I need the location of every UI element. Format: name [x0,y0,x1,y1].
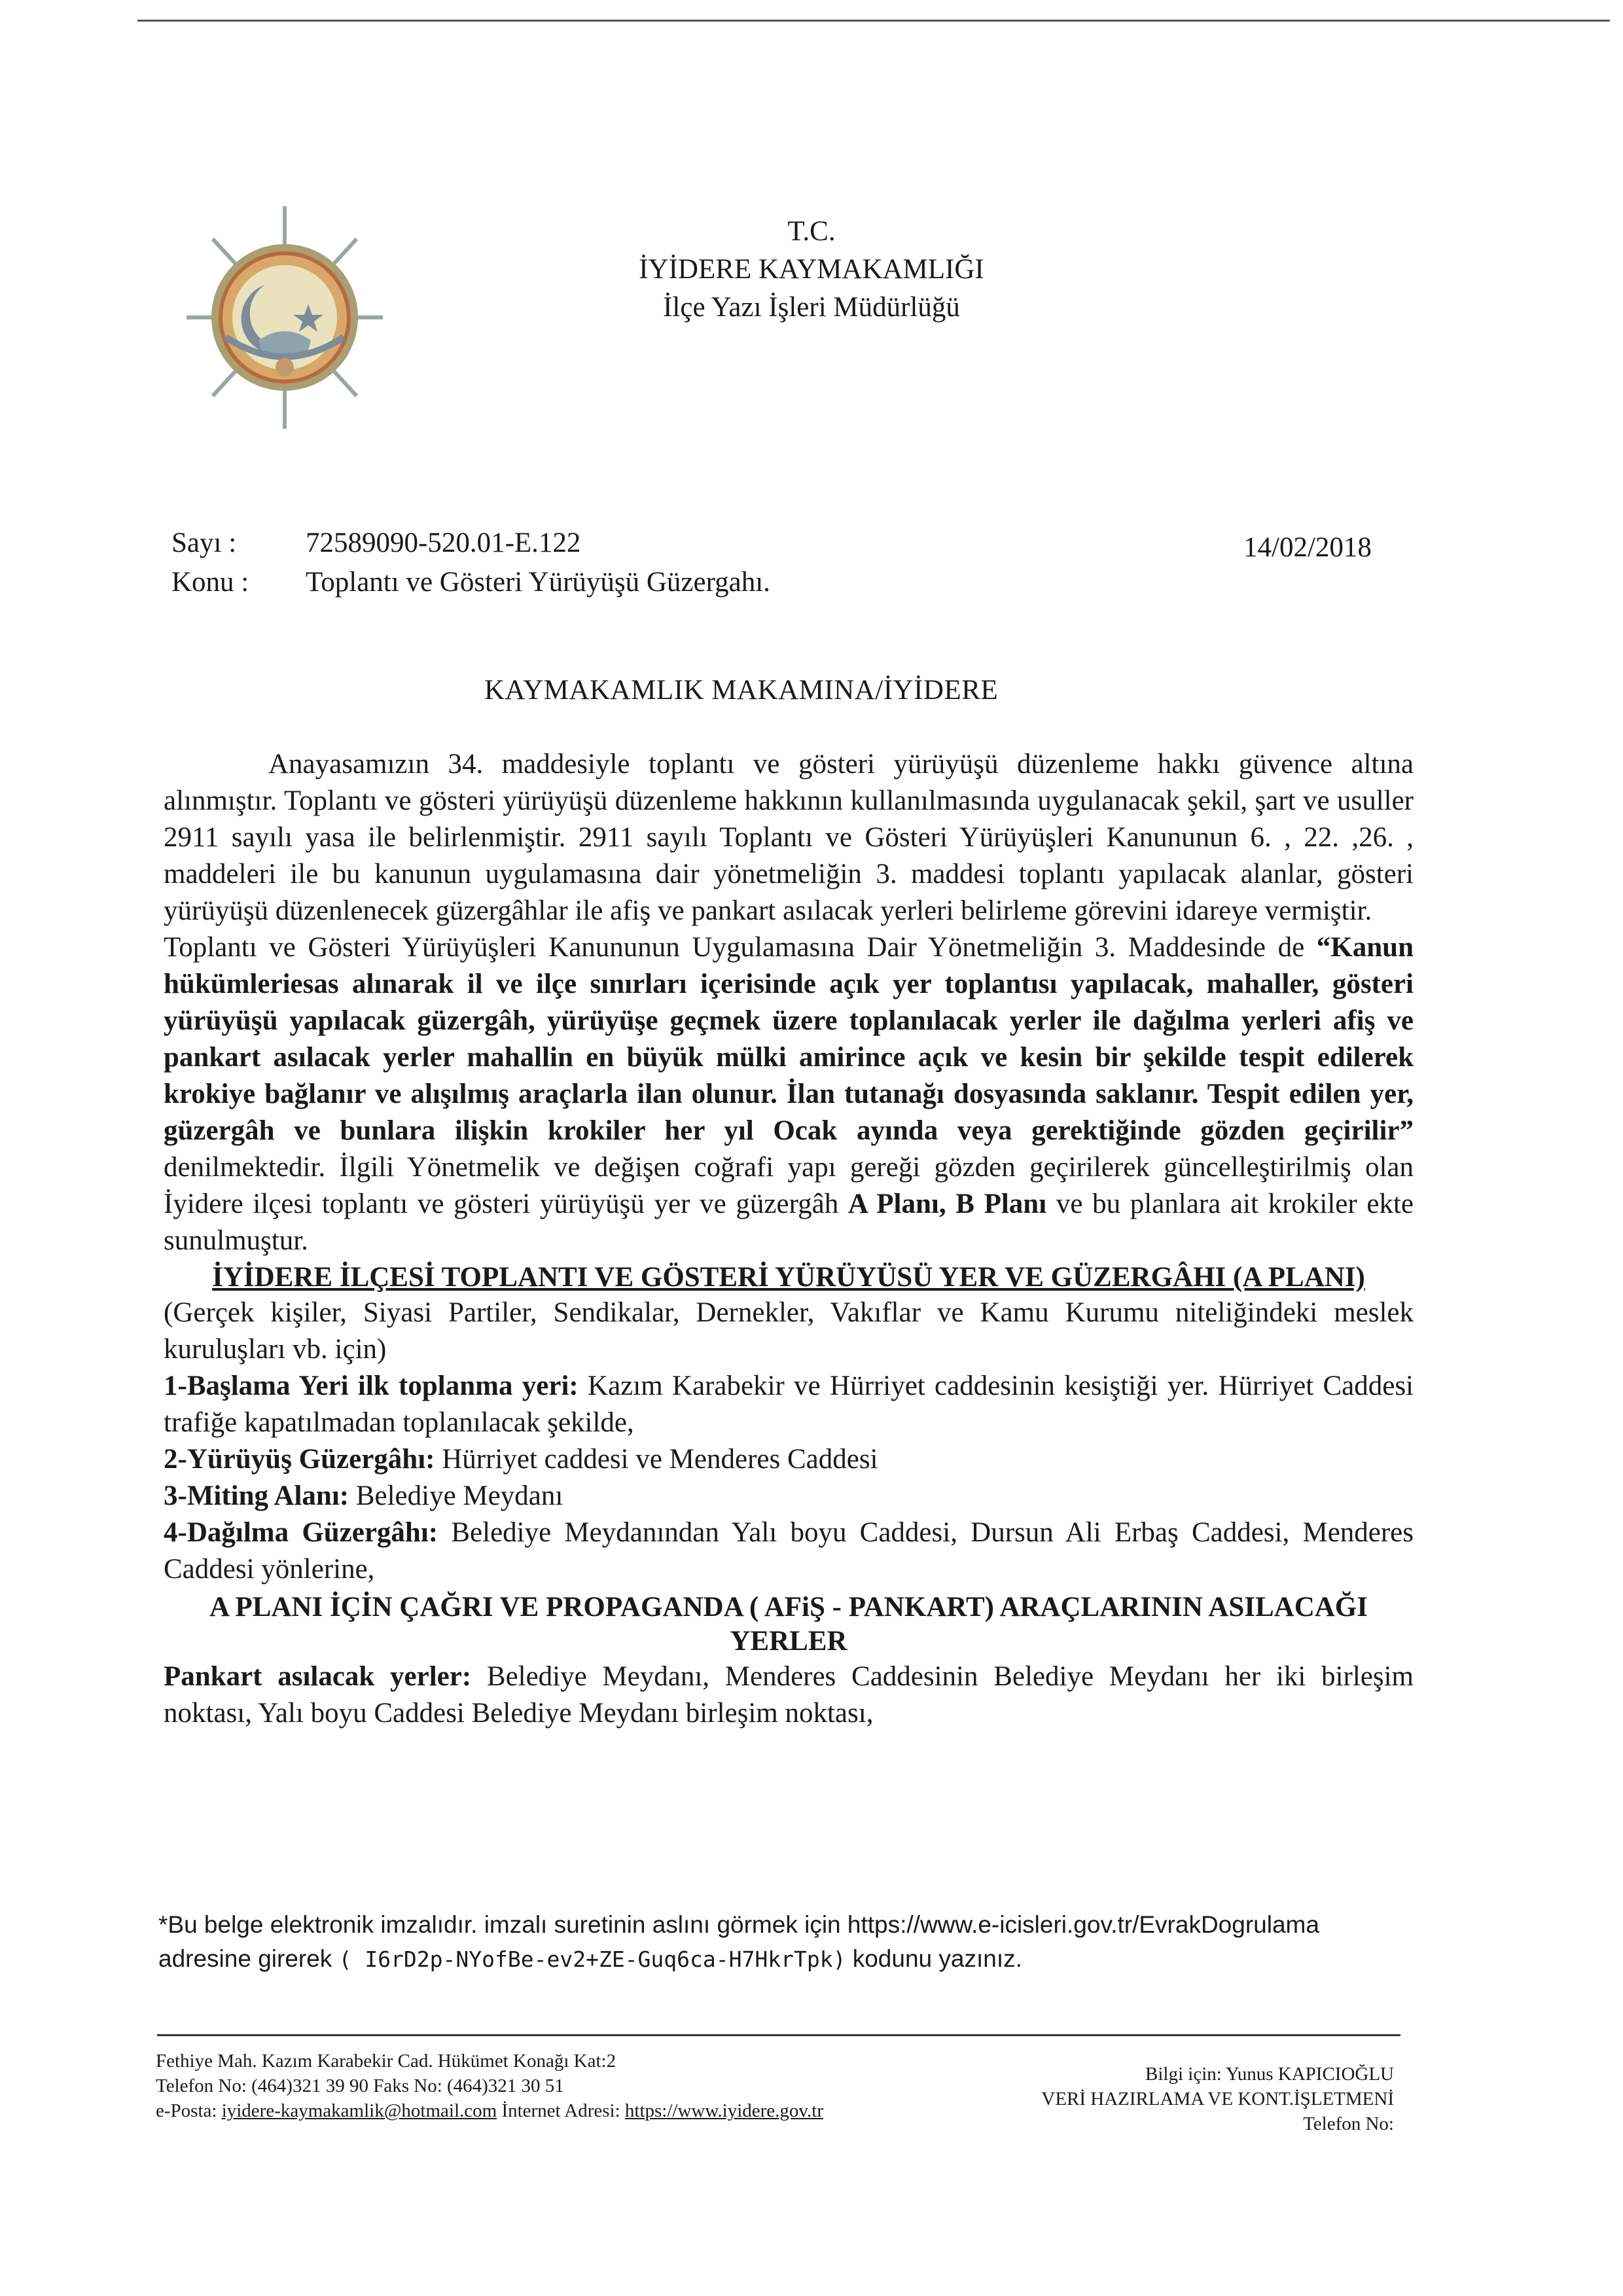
number-label: Sayı : [171,528,237,558]
item-3-text: Belediye Meydanı [349,1480,563,1511]
p2-end: ve bu planlara ait krokiler ekte sunulmuştur. [164,1189,1414,1256]
website-link[interactable]: https://www.iyidere.gov.tr [624,2100,824,2121]
header-district-governorship: İYİDERE KAYMAKAMLIĞI [639,254,984,285]
document-meta [171,524,770,602]
item-2-label: 2-Yürüyüş Güzergâhı: [164,1444,435,1475]
p2-start: Toplantı ve Gösteri Yürüyüşleri Kanununun Uygulamasına Dair Yönetmeliğin 3. Maddesinde de [164,932,1317,963]
addressee: KAYMAKAMLIK MAKAMINA/İYİDERE [484,675,999,706]
footer-address: Fethiye Mah. Kazım Karabekir Cad. Hükümet Konağı Kat:2 [156,2051,616,2072]
number-value: 72589090-520.01-E.122 [306,528,581,558]
paragraph-1: Anayasamızın 34. maddesiyle toplantı ve gösteri yürüyüşü düzenleme hakkı güvence altına alınmıştır. Toplantı ve gösteri yürüyüşü düzenleme hakkının kullanılmasında uygulanacak şekil, şart ve usuller 2911 sayılı yasa ile belirlenmiştir. 2911 sayılı Toplantı ve Gösteri Yürüyüşleri Kanununun 6. , 22. ,26. , maddeleri ile bu kanunun uygulamasına dair yönetmeliğin 3. maddesi toplantı yapılacak alanlar, gösteri yürüyüşü düzenlenecek güzergâhlar ile afiş ve pankart asılacak yerleri belirleme görevini idareye vermiştir. [164,749,1414,926]
posting-places-heading: A PLANI İÇİN ÇAĞRI VE PROPAGANDA ( AFiŞ - PANKART) ARAÇLARININ ASILACAĞI YERLER [209,1592,1368,1657]
email-label: e-Posta: [156,2100,222,2121]
e-signature-note [158,1908,1402,1977]
email-link[interactable]: iyidere-kaymakamlik@hotmail.com [221,2100,497,2121]
footer-phone: Telefon No: (464)321 39 90 Faks No: (464)321 30 51 [156,2075,564,2096]
letter-body [164,746,1414,1732]
esign-text-end: kodunu yazınız. [846,1945,1022,1972]
item-1-text: Kazım Karabekir ve Hürriyet caddesinin kesiştiği yer. Hürriyet Caddesi trafiğe kapatılmadan toplanılacak şekilde, [164,1371,1414,1438]
plan-a-heading: İYİDERE İLÇESİ TOPLANTI VE GÖSTERİ YÜRÜYÜSÜ YER VE GÜZERGÂHI (A PLANI) [212,1262,1365,1293]
item-1 [164,1368,1414,1441]
meta-number-row [171,524,770,563]
meta-subject-row [171,563,770,602]
banner-places-text: Belediye Meydanı, Menderes Caddesinin Belediye Meydanı her iki birleşim noktası, Yalı boyu Caddesi Belediye Meydanı birleşim noktası, [164,1661,1414,1729]
header-department: İlçe Yazı İşleri Müdürlüğü [663,292,960,323]
header-tc: T.C. [787,216,836,247]
esign-text: *Bu belge elektronik imzalıdır. imzalı suretinin aslını görmek için https://www.e-icisleri.gov.tr/EvrakDogrulama adresine girerek [158,1911,1319,1972]
plan-names: A Planı, B Planı [847,1189,1047,1219]
district-seal-icon [187,206,383,429]
item-2-text: Hürriyet caddesi ve Menderes Caddesi [435,1444,878,1475]
item-4-text: Belediye Meydanından Yalı boyu Caddesi, Dursun Ali Erbaş Caddesi, Menderes Caddesi yönlerine, [164,1517,1414,1585]
item-1-label: 1-Başlama Yeri ilk toplanma yeri: [164,1371,579,1401]
item-4-label: 4-Dağılma Güzergâhı: [164,1517,438,1548]
web-label: İnternet Adresi: [497,2100,625,2121]
item-2 [164,1441,1414,1478]
item-3-label: 3-Miting Alanı: [164,1480,349,1511]
subject-label: Konu : [171,567,249,598]
footer-info [1041,2062,1394,2136]
item-3 [164,1478,1414,1515]
info-phone: Telefon No: [1303,2113,1394,2134]
info-contact-person: Bilgi için: Yunus KAPICIOĞLU [1145,2064,1394,2085]
footer-online [156,2098,823,2123]
item-4 [164,1515,1414,1588]
verification-code: ( I6rD2p-NYofBe-ev2+ZE-Guq6ca-H7HkrTpk) [338,1946,846,1972]
p2-middle: denilmektedir. İlgili Yönetmelik ve değişen coğrafi yapı gereği gözden geçirilerek güncelleştirilmiş olan İyidere ilçesi toplantı ve gösteri yürüyüşü yer ve güzergâh [164,1152,1414,1219]
paragraph-2 [164,929,1414,1259]
banner-places [164,1659,1414,1732]
top-edge-line [137,20,1610,22]
footer-contact [156,2049,823,2123]
subject-value: Toplantı ve Gösteri Yürüyüşü Güzergahı. [306,567,770,598]
regulation-quote: “Kanun hükümleriesas alınarak il ve ilçe sınırları içerisinde açık yer toplantısı yapılacak, mahaller, gösteri yürüyüşü yapılacak güzergâh, yürüyüşe geçmek üzere toplanılacak yerler ile dağılma yerleri afiş ve pankart asılacak yerler mahallin en büyük mülki amirince açık ve kesin bir şekilde tespit edilerek krokiye bağlanır ve alışılmış araçlarla ilan olunur. İlan tutanağı dosyasında saklanır. Tespit edilen yer, güzergâh ve bunlara ilişkin krokiler her yıl Ocak ayında veya gerektiğinde gözden geçirilir” [164,932,1414,1146]
document-date: 14/02/2018 [1243,532,1372,563]
plan-a-note: (Gerçek kişiler, Siyasi Partiler, Sendikalar, Dernekler, Vakıflar ve Kamu Kurumu niteliğindeki meslek kuruluşları vb. için) [164,1297,1414,1365]
info-contact-title: VERİ HAZIRLAMA VE KONT.İŞLETMENİ [1041,2089,1394,2109]
footer-divider [157,2034,1400,2036]
letterhead [432,213,1191,327]
banner-places-label: Pankart asılacak yerler: [164,1661,472,1692]
